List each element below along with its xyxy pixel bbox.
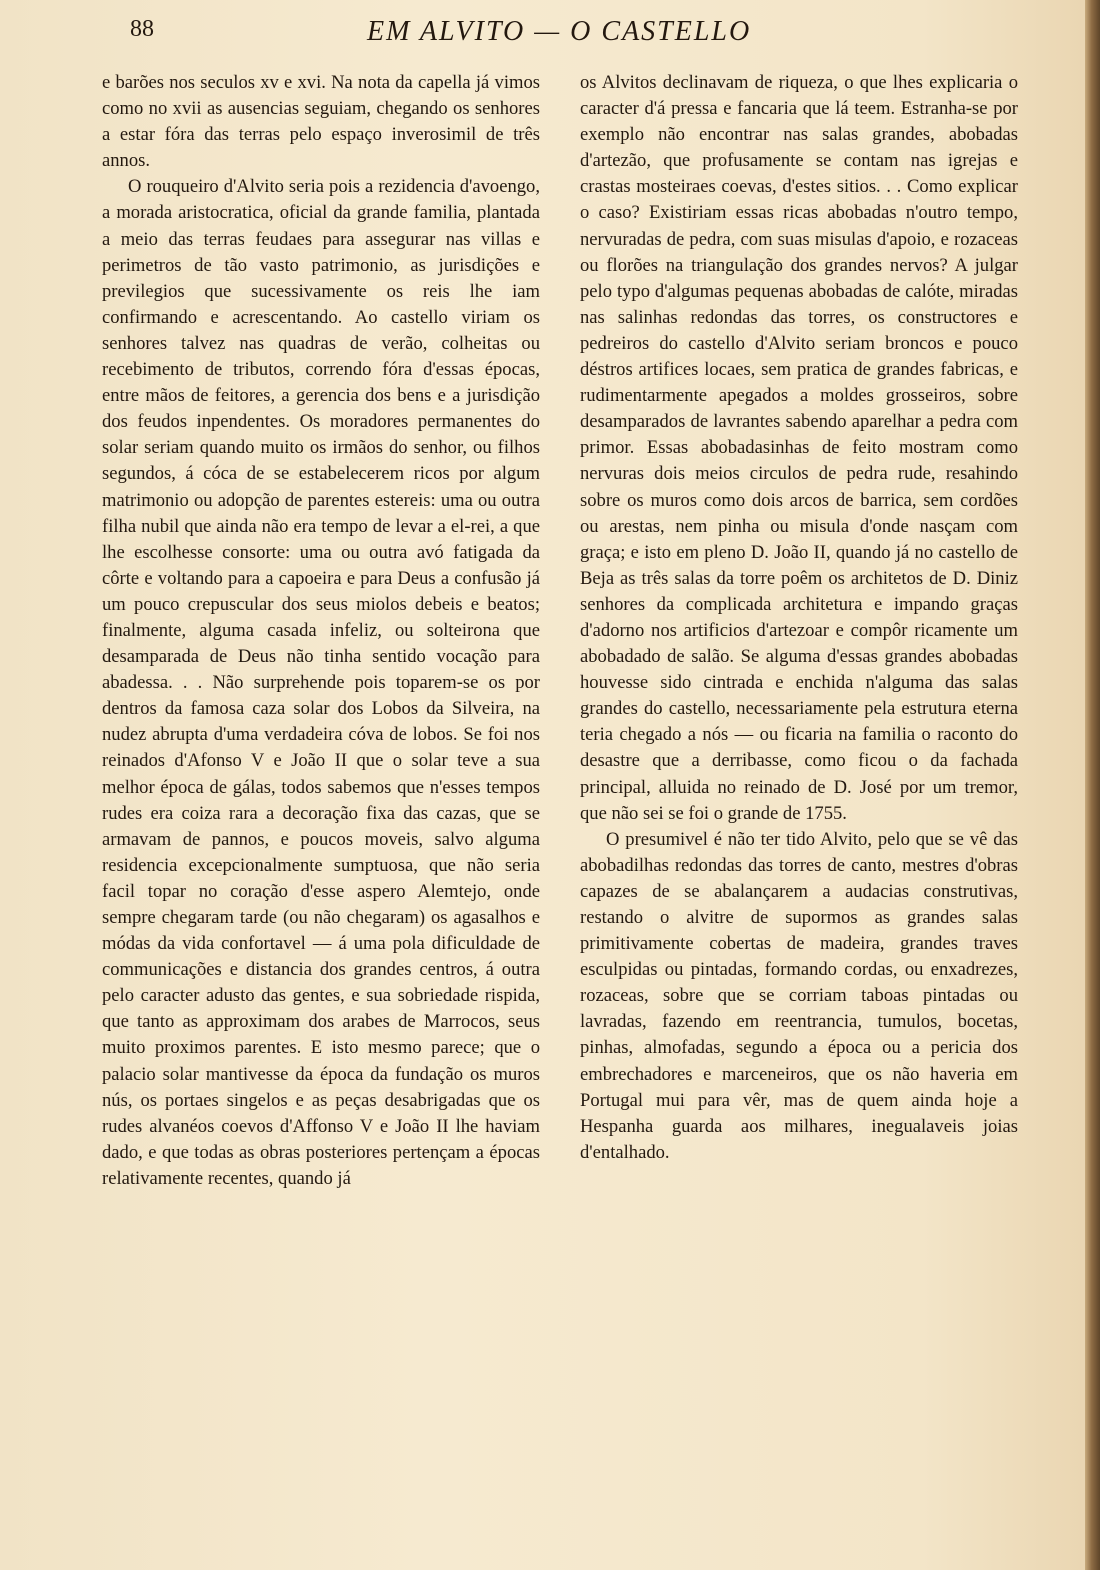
page-edge (1085, 0, 1100, 1570)
page-number: 88 (130, 16, 154, 42)
paragraph: os Alvitos declinavam de riqueza, o que lhes explicaria o caracter d'á pressa e fancaria que lá teem. Estranha-se por exemplo não encontrar nas salas grandes, abobadas d'artezão, que profusamente se contam nas igrejas e crastas mosteiraes coevas, d'estes sitios. . . Como explicar o caso? Existiriam essas ricas abobadas n'outro tempo, nervuradas de pedra, com suas misulas d'apoio, e rozaceas ou florões na triangulação dos grandes nervos? A julgar pelo typo d'algumas pequenas abobadas de calóte, miradas nas salinhas redondas das torres, os constructores e pedreiros do castello d'Alvito seriam broncos e pouco déstros artifices locaes, sem pratica de grandes fabricas, e rudimentarmente apegados a moldes grosseiros, sobre desamparados de lavrantes sabendo aparelhar a pedra com primor. Essas abobadasinhas de feito mostram como nervuras dois meios circulos de pedra rude, resahindo sobre os muros como dois arcos de barrica, sem cordões ou arestas, nem pinha ou misula d'onde nasçam com graça; e isto em pleno D. João II, quando já no castello de Beja as três salas da torre poêm os architetos de D. Diniz senhores da complicada architetura e impando graças d'adorno nos artificios d'artezoar e compôr ricamente um abobadado de salão. Se alguma d'essas grandes abobadas houvesse sido cintrada e enchida n'alguma das salas grandes do castello, necessariamente pela estrutura eterna teria chegado a nós — ou ficaria na familia o raconto do desastre que a derribasse, como ficou o da fachada principal, alluida no reinado de D. José por um tremor, que não sei se foi o grande de 1755. (580, 72, 1018, 824)
paragraph: e barões nos seculos xv e xvi. Na nota da capella já vimos como no xvii as ausencias seguiam, chegando os senhores a estar fóra das terras pelo espaço inverosimil de três annos. (102, 72, 540, 172)
right-column (580, 70, 1018, 1166)
left-column (102, 70, 540, 1192)
page-header (0, 16, 1085, 50)
paragraph: O presumivel é não ter tido Alvito, pelo que se vê das abobadilhas redondas das torres de canto, mestres d'obras capazes de se abalançarem a audacias construtivas, restando o alvitre de supormos as grandes salas primitivamente cobertas de madeira, grandes traves esculpidas ou pintadas, formando cordas, ou enxadrezes, rozaceas, sobre que se corriam taboas pintadas ou lavradas, fazendo em reentrancia, tumulos, bocetas, pinhas, almofadas, segundo a época ou a pericia dos embrechadores e marceneiros, que os não haveria em Portugal mui para vêr, mas de quem ainda hoje a Hespanha guarda aos milhares, inegualaveis joias d'entalhado. (580, 828, 1018, 1163)
running-title: EM ALVITO — O CASTELLO (367, 16, 752, 47)
paragraph: O rouqueiro d'Alvito seria pois a rezidencia d'avoengo, a morada aristocratica, oficial da grande familia, plantada a meio das terras feudaes para assegurar nas villas e perimetros de tão vasto patrimonio, as jurisdições e previlegios que sucessivamente os reis lhe iam confirmando e acrescentando. Ao castello viriam os senhores talvez nas quadras de verão, colheitas ou recebimento de tributos, correndo fóra d'essas épocas, entre mãos de feitores, a gerencia dos bens e a jurisdição dos feudos inpendentes. Os moradores permanentes do solar seriam quando muito os irmãos do senhor, ou filhos segundos, á cóca de se estabelecerem ricos por algum matrimonio ou adopção de parentes estereis: uma ou outra filha nubil que ainda não era tempo de levar a el-rei, a que lhe escolhesse consorte: uma ou outra avó fatigada da côrte e voltando para a capoeira e para Deus a confusão já um pouco crepuscular dos seus miolos debeis e beatos; finalmente, alguma casada infeliz, ou solteirona que desamparada de Deus não tinha sentido vocação para abadessa. . . Não surprehende pois toparem-se os por dentros da famosa caza solar dos Lobos da Silveira, na nudez abrupta d'uma verdadeira cóva de lobos. Se foi nos reinados d'Afonso V e João II que o solar teve a sua melhor época de gálas, todos sabemos que n'esses tempos rudes era coiza rara a decoração fixa das cazas, que se armavam de pannos, e poucos moveis, salvo alguma residencia excepcionalmente sumptuosa, que não seria facil topar no coração d'esse aspero Alemtejo, onde sempre chegaram tarde (ou não chegaram) os agasalhos e módas da vida confortavel — á uma pola dificuldade de communicações e distancia dos grandes centros, á outra pelo caracter adusto das gentes, e sua sobriedade rispida, que tanto as approximam dos arabes de Marrocos, seus muito proximos parentes. E isto mesmo parece; que o palacio solar mantivesse da época da fundação os muros nús, os portaes singelos e as peças desabrigadas que os rudes alvanéos coevos d'Affonso V e João II lhe haviam dado, e que todas as obras posteriores pertençam a épocas relativamente recentes, quando já (102, 176, 540, 1189)
